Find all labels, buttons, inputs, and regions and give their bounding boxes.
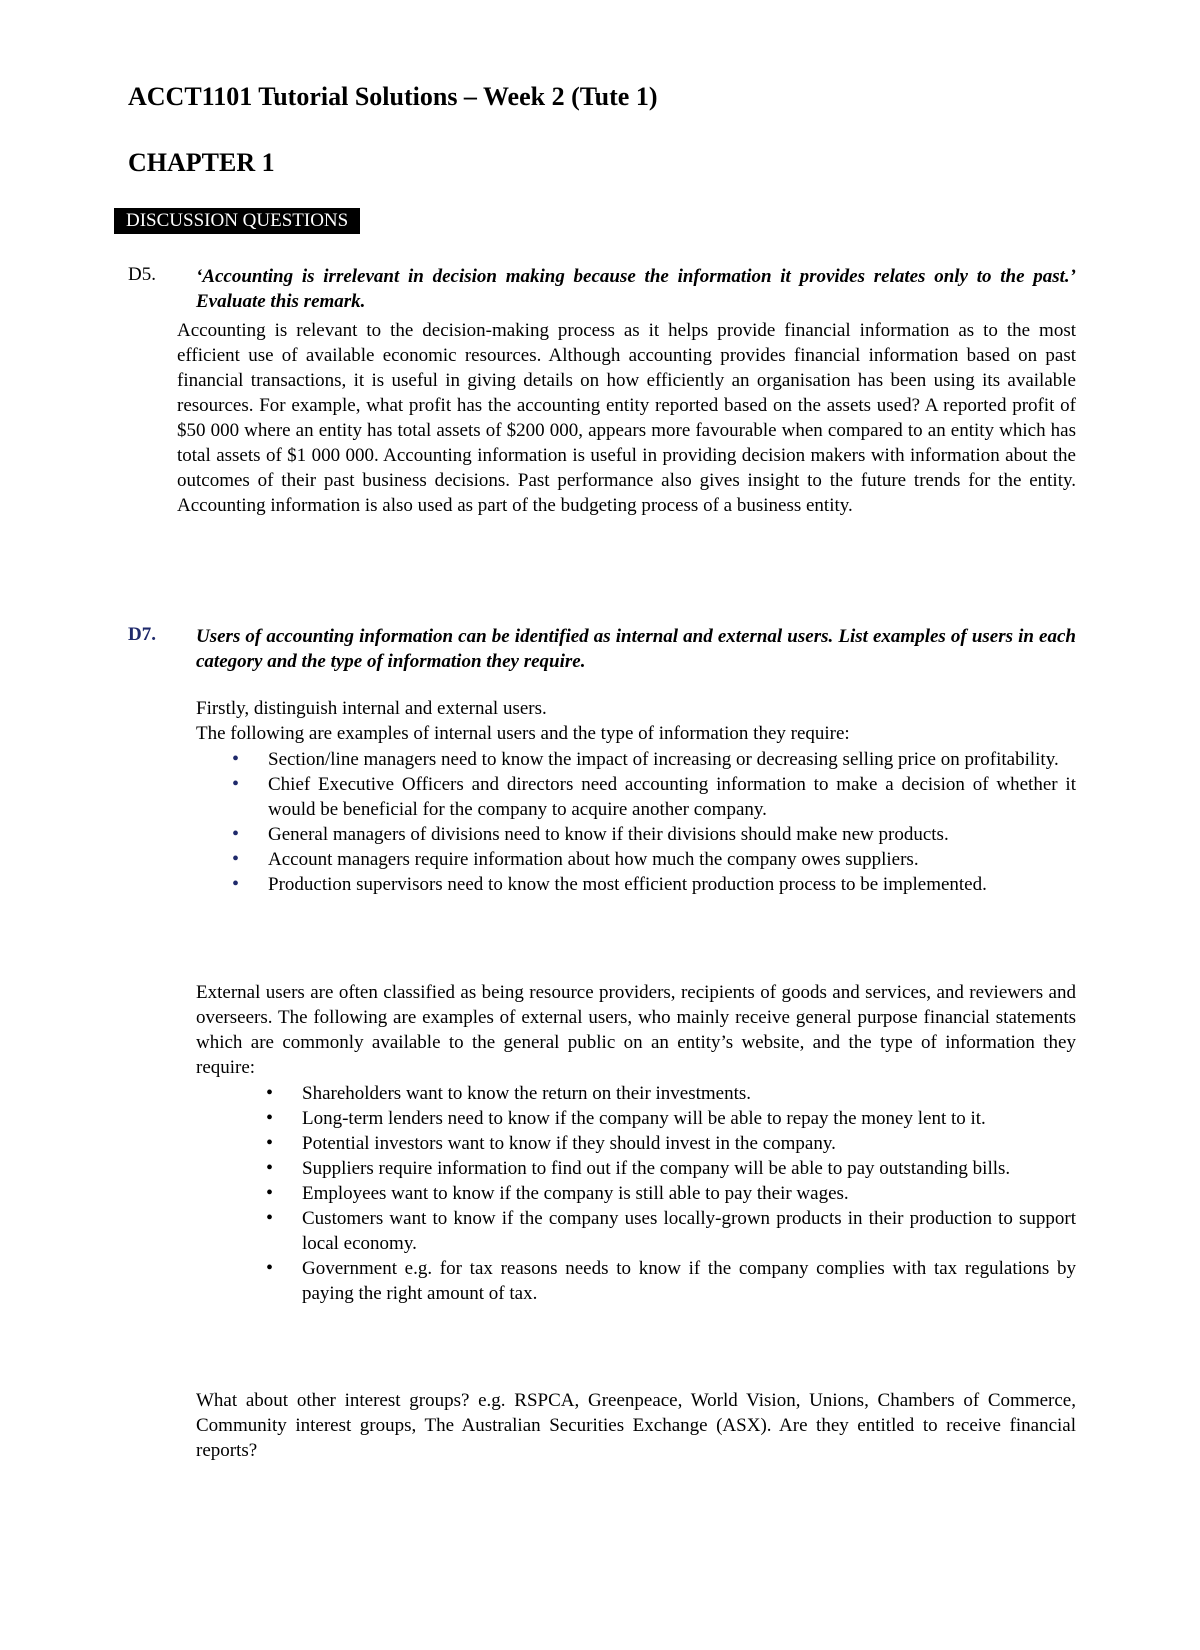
list-item: • General managers of divisions need to know if their divisions should make new products. (268, 822, 1076, 847)
external-users-intro: External users are often classified as being resource providers, recipients of goods and services, and reviewers and overseers. The following are examples of external users, who mainly receive general purpose financial statements which are commonly available to the general public on an entity’s website, and the type of information they require: (196, 982, 1076, 1078)
page-title: ACCT1101 Tutorial Solutions – Week 2 (Tute 1) (128, 82, 658, 111)
chapter-heading: CHAPTER 1 (128, 148, 275, 177)
list-item: • Shareholders want to know the return on their investments. (302, 1081, 1076, 1106)
list-item: • Chief Executive Officers and directors need accounting information to make a decision of whether it would be beneficial for the company to acquire another company. (268, 772, 1076, 822)
question-text-d5: ‘Accounting is irrelevant in decision making because the information it provides relates only to the past.’ Evaluate this remark. (196, 266, 1076, 312)
list-item: • Potential investors want to know if they should invest in the company. (302, 1131, 1076, 1156)
answer-paragraph-d5: Accounting is relevant to the decision-making process as it helps provide financial information as to the most efficient use of available economic resources. Although accounting provides financial information based on past financial transactions, it is useful in giving details on how efficiently an organisation has been using its available resources. For example, what profit has the accounting entity reported based on the assets used? A reported profit of $50 000 where an entity has total assets of $200 000, appears more favourable when compared to an entity which has total assets of $1 000 000. Accounting information is useful in providing decision makers with information about the outcomes of their past business decisions. Past performance also gives insight to the future trends for the entity. Accounting information is also used as part of the budgeting process of a business entity. (177, 320, 1076, 516)
intro-line-2: The following are examples of internal users and the type of information they require: (196, 723, 850, 744)
intro-line-1: Firstly, distinguish internal and external users. (196, 698, 547, 719)
list-item: • Government e.g. for tax reasons needs to know if the company complies with tax regulations by paying the right amount of tax. (302, 1256, 1076, 1306)
external-users-list (302, 1081, 1076, 1306)
section-badge: DISCUSSION QUESTIONS (114, 208, 360, 234)
question-number-d7: D7. (128, 624, 156, 645)
list-item: • Account managers require information about how much the company owes suppliers. (268, 847, 1076, 872)
closing-paragraph: What about other interest groups? e.g. RSPCA, Greenpeace, World Vision, Unions, Chambers of Commerce, Community interest groups, The Australian Securities Exchange (ASX). Are they entitled to receive financial reports? (196, 1390, 1076, 1461)
list-item: • Employees want to know if the company is still able to pay their wages. (302, 1181, 1076, 1206)
list-item: • Long-term lenders need to know if the company will be able to repay the money lent to it. (302, 1106, 1076, 1131)
question-text-d7: Users of accounting information can be identified as internal and external users. List examples of users in each category and the type of information they require. (196, 626, 1076, 672)
question-number-d5: D5. (128, 264, 156, 285)
list-item: • Suppliers require information to find out if the company will be able to pay outstanding bills. (302, 1156, 1076, 1181)
list-item: • Section/line managers need to know the impact of increasing or decreasing selling price on profitability. (268, 747, 1076, 772)
list-item: • Production supervisors need to know the most efficient production process to be implemented. (268, 872, 1076, 897)
list-item: • Customers want to know if the company uses locally-grown products in their production to support local economy. (302, 1206, 1076, 1256)
internal-users-list (268, 747, 1076, 897)
